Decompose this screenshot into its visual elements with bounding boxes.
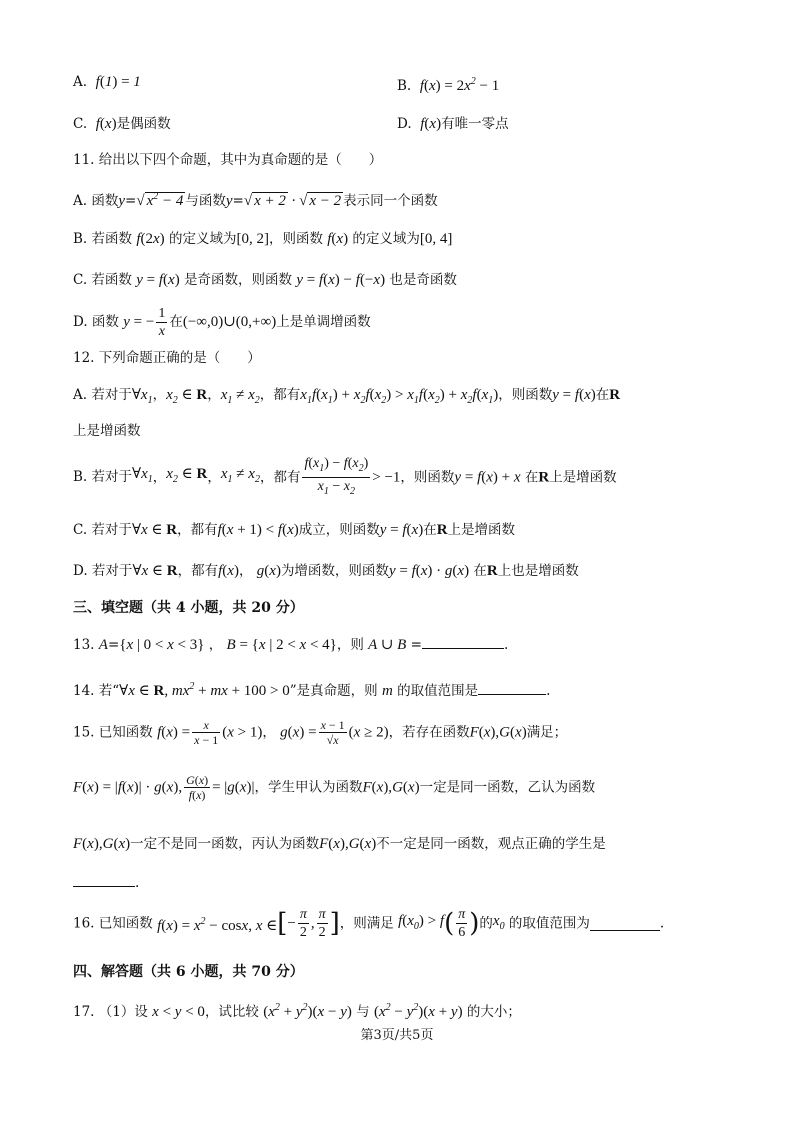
q11-option-a: A. 函数y=√ $x^2 - 4$ 与函数y=√ x + 2 · √ x − 2 表示同一个函数: [73, 191, 438, 209]
q15-line-2: F(x) = |f(x)| · g(x), $\frac{G(x)}{f(x)}$ = |g(x)|，学生甲认为函数F(x),G(x)一定是同一函数，乙认为函数: [73, 773, 596, 802]
q11-option-c: C. 若函数 y = f(x) 是奇函数，则函数 y = f(x) − f(−x) 也是奇函数: [73, 272, 457, 288]
q10-option-b: B. $f(x) = 2x^2 - 1$: [397, 76, 500, 94]
q10-option-c: C. f(x)是偶函数: [73, 116, 171, 132]
q17: 17. （1）设 x < y < 0，试比较 $(x^2 + y^2)(x - y)$ 与 $(x^2 - y^2)(x + y)$ 的大小；: [73, 1002, 521, 1020]
q12-stem: 12. 下列命题正确的是（ ）: [73, 350, 261, 366]
page-footer: 第3页/共5页: [360, 1028, 434, 1043]
q15-answer-blank: .: [73, 872, 139, 893]
q16: 16. 已知函数 $f(x) = x^2 - \cos x$, x ∈[− $\frac{\pi}{2}$ , $\frac{\pi}{2}$ ]，则满足 $f(x_0) > f$( $\frac{\pi}{6}$ )的$x_0$ 的取值范围为 .: [73, 907, 665, 940]
q12-option-c: C. 若对于∀x ∈ R，都有f(x + 1) < f(x)成立，则函数y = f(x)在R上是增函数: [73, 522, 516, 538]
q12-option-b: B. 若对于$\forall x_1$，$x_2$ ∈ R，$x_1 \ne x_2$，都有 $\frac{f(x_1) - f(x_2)}{x_1 - x_2}$ > −1，则函数y = f(x) + x 在R上是增函数: [73, 456, 617, 497]
section-fill-in-heading: 三、填空题（共 4 小题，共 20 分）: [73, 600, 304, 616]
q10-option-d: D. f(x)有唯一零点: [397, 116, 509, 132]
q11-stem: 11. 给出以下四个命题，其中为真命题的是（ ）: [73, 152, 383, 168]
q11-option-b: B. 若函数 f(2x) 的定义域为[0, 2]，则函数 f(x) 的定义域为[0, 4]: [73, 231, 453, 247]
q10-option-a: A. f(1) = 1: [73, 74, 141, 90]
q13: 13. A={x | 0 < x < 3} ， B = {x | 2 < x < 4}，则 A ∪ B = .: [73, 634, 508, 655]
q12-option-d: D. 若对于∀x ∈ R，都有f(x)， g(x)为增函数，则函数y = f(x) · g(x) 在R上也是增函数: [73, 563, 579, 579]
q15-line-1: 15. 已知函数 f(x) = $\frac{x}{x - 1}$ (x > 1)， g(x) = $\frac{x - 1}{√x}$ (x ≥ 2)，若存在函数F(x),G(x)满足；: [73, 718, 568, 747]
q14: 14. 若“∀x ∈ R, $mx^2$ + mx + 100 > 0”是真命题，则 m 的取值范围是 .: [73, 681, 551, 699]
q15-line-3: F(x),G(x)一定不是同一函数，丙认为函数F(x),G(x)不一定是同一函数，观点正确的学生是: [73, 836, 606, 852]
q12-option-a: A. 若对于$\forall x_1$，$x_2$ ∈ R，$x_1 \ne x_2$，都有$x_1f(x_1) + x_2f(x_2) > x_1f(x_2) + x_2f(x_1)$，则函数y = f(x)在R: [73, 387, 621, 406]
q12-option-a-cont: 上是增函数: [73, 423, 141, 439]
q11-option-d: D. 函数 y = − $\frac{1}{x}$ 在(−∞,0)∪(0,+∞)上是单调增函数: [73, 306, 371, 339]
section-solution-heading: 四、解答题（共 6 小题，共 70 分）: [73, 964, 304, 980]
